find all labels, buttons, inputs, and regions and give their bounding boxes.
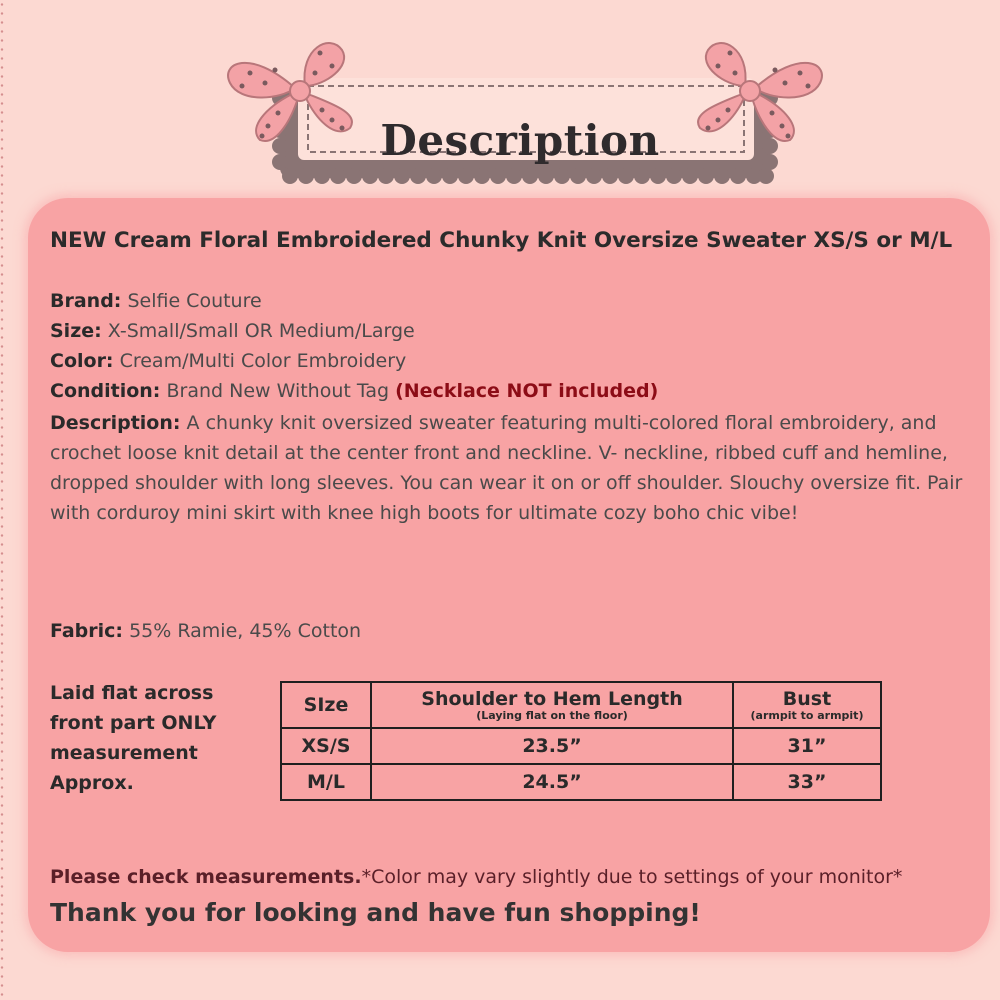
header-length <box>371 682 733 728</box>
header-bust-label: Bust <box>782 688 832 710</box>
header-bust <box>733 682 881 728</box>
check-text: Please check measurements. <box>50 866 362 888</box>
row-size: XS/S <box>281 728 371 764</box>
row-size: M/L <box>281 764 371 800</box>
header-length-label: Shoulder to Hem Length <box>421 688 683 710</box>
condition-line <box>50 376 980 406</box>
dotted-border <box>0 0 4 1000</box>
measurement-caption: Laid flat across front part ONLY measurement Approx. <box>50 682 217 794</box>
condition-value: Brand New Without Tag <box>166 380 390 402</box>
description-label: Description: <box>50 412 181 434</box>
banner-title: Description <box>380 116 660 165</box>
size-line <box>50 316 980 346</box>
header-size: SIze <box>281 682 371 728</box>
thank-you-message: Thank you for looking and have fun shopping! <box>50 898 701 927</box>
row-length: 24.5” <box>371 764 733 800</box>
description-text: A chunky knit oversized sweater featuring multi-colored floral embroidery, and crochet loose knit detail at the center front and neckline. V- neckline, ribbed cuff and hemline, dropped shoulder with long sleeves. You can wear it on or off shoulder. Slouchy oversize fit. Pair with corduroy mini skirt with knee high boots for ultimate cozy boho chic vibe! <box>50 412 963 524</box>
size-value: X-Small/Small OR Medium/Large <box>107 320 415 342</box>
brand-label: Brand: <box>50 290 122 312</box>
description-card <box>28 198 990 952</box>
color-line <box>50 346 980 376</box>
listing-title: NEW Cream Floral Embroidered Chunky Knit Oversize Sweater XS/S or M/L <box>50 228 953 253</box>
fabric-label: Fabric: <box>50 620 124 642</box>
color-label: Color: <box>50 350 114 372</box>
row-bust: 31” <box>733 728 881 764</box>
row-bust: 33” <box>733 764 881 800</box>
condition-label: Condition: <box>50 380 161 402</box>
description-banner <box>220 28 830 188</box>
fabric-line <box>50 616 980 646</box>
necklace-warning: (Necklace NOT included) <box>395 380 659 402</box>
table-row <box>281 764 881 800</box>
color-value: Cream/Multi Color Embroidery <box>119 350 407 372</box>
table-header-row <box>281 682 881 728</box>
check-measurements-note <box>50 866 990 888</box>
brand-line <box>50 286 980 316</box>
description-paragraph <box>50 408 975 528</box>
row-length: 23.5” <box>371 728 733 764</box>
measurement-table <box>280 681 882 801</box>
header-bust-note: (armpit to armpit) <box>750 709 864 722</box>
brand-value: Selfie Couture <box>127 290 262 312</box>
header-length-note: (Laying flat on the floor) <box>476 709 628 722</box>
table-row <box>281 728 881 764</box>
size-label: Size: <box>50 320 102 342</box>
fabric-value: 55% Ramie, 45% Cotton <box>129 620 362 642</box>
color-disclaimer: *Color may vary slightly due to settings of your monitor* <box>361 866 903 888</box>
